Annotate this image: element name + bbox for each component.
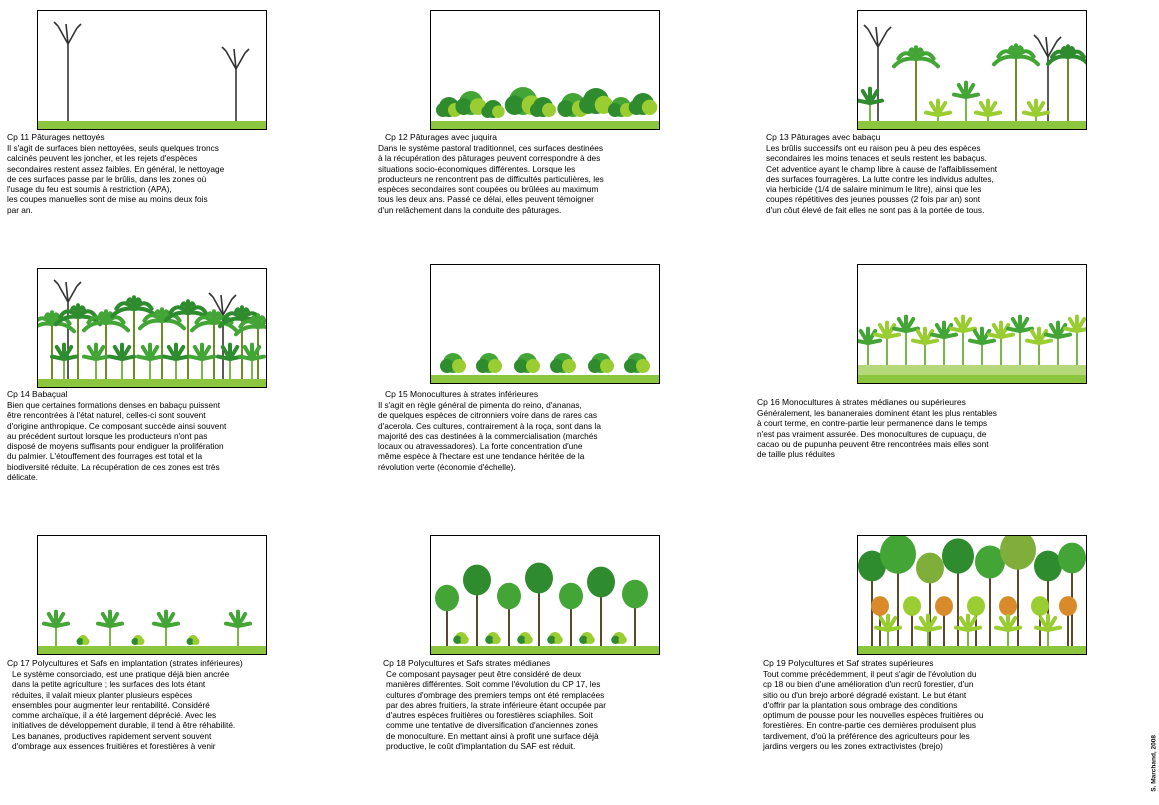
panel-text-cp18: Ce composant paysager peut être considéré de deux manières différentes. Soit comme l'évolution du CP 17, les cultures d'ombrage des premiers temps ont été remplacées par des abres fruitiers, la strate inférieure étant occupée par d'autres espèces fruitières ou forestières sciaphiles. Soit comme une tentative de diversification d'anciennes zones de monoculture. En mettant ainsi à profit une surface déjà productive, le coût d'implantation du SAF est réduit. — [386, 669, 606, 752]
broadleaf-tree — [463, 565, 491, 646]
palm-tree — [166, 301, 210, 379]
dead-tree — [864, 25, 891, 121]
banana-plant — [110, 345, 134, 379]
shrub — [611, 632, 627, 644]
ground-strip — [858, 375, 1086, 383]
banana-plant — [996, 616, 1020, 646]
banana-plant — [916, 616, 940, 646]
undergrowth-band — [858, 365, 1086, 375]
broadleaf-tree — [497, 583, 521, 646]
shrub — [440, 353, 466, 373]
panel-text-cp14: Bien que certaines formations denses en babaçu puissent être rencontrées à l'état naturel, celles-ci sont souvent d'origine anthropique. Ce composant succède ainsi souvent au précédent surtout lorsque les producteurs n'ont pas disposé de moyens suffisants pour endiguer la prolifération du palmier. L'étouffement des fourrages est total et la biodiversité réduite. La récupération de ces zones est très délicate. — [7, 400, 227, 483]
ground-strip — [431, 646, 659, 654]
panel-text-cp12: Dans le système pastoral traditionnel, ces surfaces destinées à la récupération des pâturages peuvent correspondre à des situations socio-économiques différentes. Lorsque les producteurs ne rencontrent pas de difficultés particulières, les espèces secondaires sont coupées ou brûlées au maximum tous les deux ans. Passé ce délai, elles peuvent témoigner d'un relâchement dans la conduite des pâturages. — [378, 143, 604, 215]
illustration-cp16 — [857, 264, 1087, 384]
panel-title-cp19: Cp 19 Polycultures et Saf strates supérieures — [763, 658, 934, 668]
illustration-cp11 — [37, 10, 267, 130]
ground-strip — [38, 646, 266, 654]
panel-text-cp17: Le système consorciado, est une pratique déjà bien ancrée dans la petite agriculture ; les surfaces des lots étant réduites, il valait mieux planter plusieurs espèces ensembles pour augmenter leur rentabilité. Considéré comme archaïque, il a été largement déprécié. Avec les initiatives de développement durable, il tend à être réhabilité. Les bananes, productives rapidement servent souvent d'ombrage aux essences fruitières et forestières à venir — [12, 669, 236, 752]
shrub — [132, 635, 145, 645]
banana-plant — [976, 101, 1000, 121]
shrub — [579, 632, 595, 644]
shrub — [624, 353, 650, 373]
palm-tree — [894, 47, 938, 121]
broadleaf-tree — [1058, 543, 1086, 646]
banana-plant — [226, 612, 250, 646]
banana-plant — [240, 345, 264, 379]
shrub — [517, 632, 533, 644]
broadleaf-tree — [975, 546, 1005, 647]
palm-tree — [1048, 46, 1086, 121]
broadleaf-tree — [903, 596, 921, 646]
illustration-cp19 — [857, 535, 1087, 655]
dead-tree — [54, 280, 81, 379]
banana-plant — [98, 612, 122, 646]
panel-text-cp13: Les brûlis successifs ont eu raison peu à peu des espèces secondaires les moins tenaces et seuls restent les babaçus. Cet adventice ayant le champ libre à cause de l'affaiblissement des surfaces fourragères. La lutte contre les individus adultes, via herbicide (1/4 de salaire minimum le litre), ainsi que les coupes répétitives des jeunes pousses (2 fois par an) sont d'un côut élevé de fait elles ne sont pas à la portée de tous. — [766, 143, 998, 215]
panel-title-cp15: Cp 15 Monocultures à strates inférieures — [385, 389, 539, 399]
panel-title-cp11: Cp 11 Pâturages nettoyés — [7, 132, 105, 142]
dead-tree — [54, 22, 81, 121]
banana-plant — [926, 101, 950, 121]
shrub — [579, 88, 613, 114]
shrub — [629, 93, 658, 115]
dead-tree — [222, 47, 249, 121]
ground-strip — [431, 375, 659, 383]
illustration-cp14 — [37, 268, 267, 388]
broadleaf-tree — [622, 580, 648, 646]
ground-strip — [858, 121, 1086, 129]
banana-plant — [190, 345, 214, 379]
panel-title-cp12: Cp 12 Pâturages avec juquira — [385, 132, 497, 142]
broadleaf-tree — [1059, 596, 1077, 646]
shrub — [476, 353, 502, 373]
ground-strip — [431, 121, 659, 129]
shrub — [547, 632, 563, 644]
panel-title-cp16: Cp 16 Monocultures à strates médianes ou supérieures — [757, 397, 966, 407]
shrub — [550, 353, 576, 373]
author-credit: S. Marchand, 2008 — [1151, 735, 1158, 792]
shrub — [485, 632, 501, 644]
shrub — [77, 635, 90, 645]
banana-plant — [138, 345, 162, 379]
illustration-cp15 — [430, 264, 660, 384]
panel-text-cp19: Tout comme précédemment, il peut s'agir de l'évolution du cp 18 ou bien d'une amélioration d'un recrû forestier, d'un sitio ou d'un brejo arboré dégradé existant. Le but étant d'offrir par la plantation sous ombrage des conditions optimum de pousse pour les nouvelles espèces fruitières ou forestières. En contre-partie ces dernières produisent plus tardivement, d'où la préférence des agriculteurs pour les jardins vergers ou les zones extractivistes (brejo) — [763, 669, 984, 752]
broadleaf-tree — [935, 596, 953, 646]
panel-title-cp17: Cp 17 Polycultures et Safs en implantation (strates inférieures) — [7, 658, 243, 668]
illustration-cp13 — [857, 10, 1087, 130]
panel-title-cp14: Cp 14 Babaçual — [7, 389, 68, 399]
illustration-cp12 — [430, 10, 660, 130]
shrub — [453, 632, 469, 644]
ground-strip — [38, 379, 266, 387]
shrub — [514, 353, 540, 373]
banana-plant — [154, 612, 178, 646]
illustration-cp18 — [430, 535, 660, 655]
shrub — [588, 353, 614, 373]
broadleaf-tree — [525, 563, 553, 646]
panel-title-cp13: Cp 13 Pâturages avec babaçu — [766, 132, 881, 142]
banana-plant — [164, 345, 188, 379]
panel-text-cp11: Il s'agit de surfaces bien nettoyées, seuls quelques troncs calcinés peuvent les joncher, et les rejets d'espèces secondaires restent assez faibles. En général, le nettoyage de ces surfaces passe par le brûlis, dans les zones où l'usage du feu est soumis à restriction (APA), les coupes manuelles sont de mise au moins deux fois par an. — [7, 143, 225, 215]
ground-strip — [858, 646, 1086, 654]
banana-plant — [52, 345, 76, 379]
broadleaf-tree — [559, 583, 583, 646]
panel-text-cp15: Il s'agit en règle général de pimenta do reino, d'ananas, de quelques espèces de citronniers voire dans de rares cas d'acerola. Ces cultures, contrairement à la roça, sont dans la majorité des cas destinées à la commercialisation (marchés locaux ou atravessadores). La forte concentration d'une même espèce à l'hectare est une tendance héritée de la révolution verte (économie d'échelle). — [378, 400, 601, 472]
illustration-cp17 — [37, 535, 267, 655]
shrub — [187, 635, 200, 645]
panel-title-cp18: Cp 18 Polycultures et Safs strates médianes — [383, 658, 551, 668]
panel-text-cp16: Généralement, les bananeraies dominent étant les plus rentables à court terme, en contre-partie leur permanence dans le temps n'est pas vraiment assurée. Des monocultures de cupuaçu, de cacao ou de pupunha peuvent être rencontrées mais elles sont de taille plus réduites — [757, 408, 997, 460]
banana-plant — [44, 612, 68, 646]
banana-plant — [218, 345, 242, 379]
banana-plant — [954, 83, 978, 121]
banana-plant — [1024, 101, 1048, 121]
banana-plant — [84, 345, 108, 379]
ground-strip — [38, 121, 266, 129]
